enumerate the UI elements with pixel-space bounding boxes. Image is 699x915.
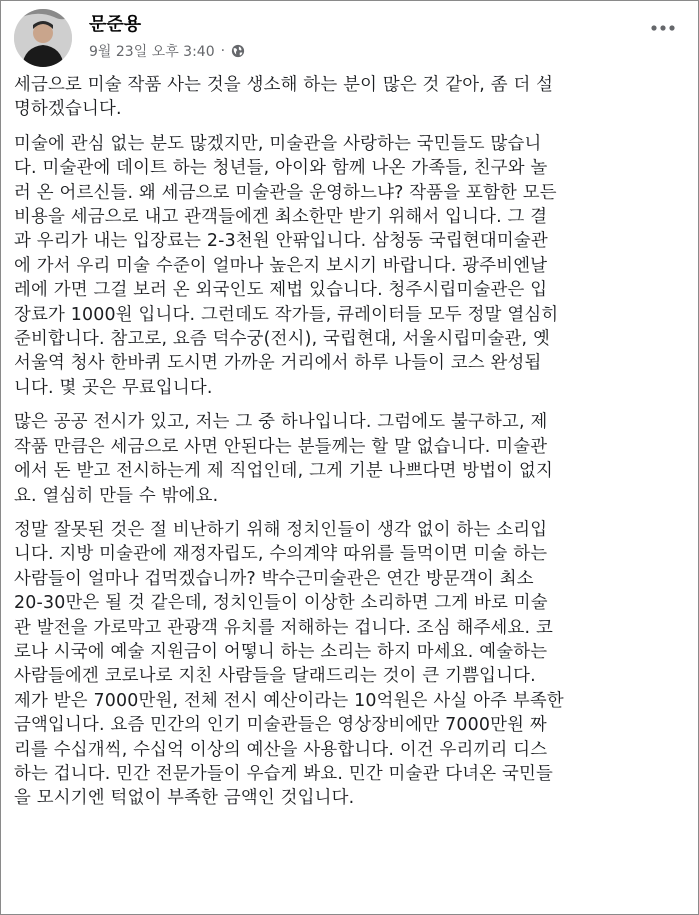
author-name[interactable]: 문준용 [89,14,142,35]
post-timestamp[interactable]: 9월 23일 오후 3:40 [89,44,215,60]
profile-photo [14,9,72,67]
post-meta [89,41,245,61]
post-paragraph-3: 많은 공공 전시가 있고, 저는 그 중 하나입니다. 그럼에도 불구하고, 제 작품 만큼은 세금으로 사면 안된다는 분들께는 할 말 없습니다. 미술관 에서 돈 받고 전시하는게 제 직업인데, 그게 기분 나쁘다면 방법이 없지 요. 열심히 만들 수 밖에요. [14,412,553,506]
post-paragraph-4: 정말 잘못된 것은 절 비난하기 위해 정치인들이 생각 없이 하는 소리입 니다. 지방 미술관에 재정자립도, 수의계약 따위를 들먹이면 미술 하는 사람들이 얼마나 겁먹겠습니까? 박수근미술관은 연간 방문객이 최소 20-30만은 될 것 같은데, 정치인들이 이상한 소리하면 그게 바로 미술 관 발전을 가로막고 관광객 유치를 저해하는 겁니다. 조심 해주세요. 코 로나 시국에 예술 지원금이 어떻니 하는 소리는 하지 마세요. 예술하는 사람들에겐 코로나로 지친 사람들을 달래드리는 것이 큰 기쁨입니다. 제가 받은 7000만원, 전체 전시 예산이라는 10억원은 사실 아주 부족한 금액입니다. 요즘 민간의 인기 미술관들은 영상장비에만 7000만원 짜 리를 수십개씩, 수십억 이상의 예산을 사용합니다. 이건 우리끼리 디스 하는 겁니다. 민간 전문가들이 우습게 봐요. 민간 미술관 다녀온 국민들 을 모시기엔 턱없이 부족한 금액인 것입니다. [14,519,564,809]
meta-separator: · [220,43,226,59]
ellipsis-icon[interactable] [650,23,676,33]
post-body [14,73,690,821]
globe-icon[interactable] [231,44,245,58]
post-paragraph-2: 미술에 관심 없는 분도 많겠지만, 미술관을 사랑하는 국민들도 많습니 다. 미술관에 데이트 하는 청년들, 아이와 함께 나온 가족들, 친구와 놀 러 온 어르신들. 왜 세금으로 미술관을 운영하느냐? 작품을 포함한 모든 비용을 세금으로 내고 관객들에겐 최소한만 받기 위해서 입니다. 그 결 과 우리가 내는 입장료는 2-3천원 안팎입니다. 삼청동 국립현대미술관 에 가서 우리 미술 수준이 얼마나 높은지 보시기 바랍니다. 광주비엔날 레에 가면 그걸 보러 온 외국인도 제법 있습니다. 청주시립미술관은 입 장료가 1000원 입니다. 그런데도 작가들, 큐레이터들 모두 정말 열심히 준비합니다. 참고로, 요즘 덕수궁(전시), 국립현대, 서울시립미술관, 옛 서울역 청사 한바퀴 도시면 가까운 거리에서 하루 나들이 코스 완성됩 니다. 몇 곳은 무료입니다. [14,133,559,398]
post-paragraph-1: 세금으로 미술 작품 사는 것을 생소해 하는 분이 많은 것 같아, 좀 더 설 명하겠습니다. [14,75,554,120]
avatar[interactable] [14,9,72,67]
post-header [1,1,698,71]
